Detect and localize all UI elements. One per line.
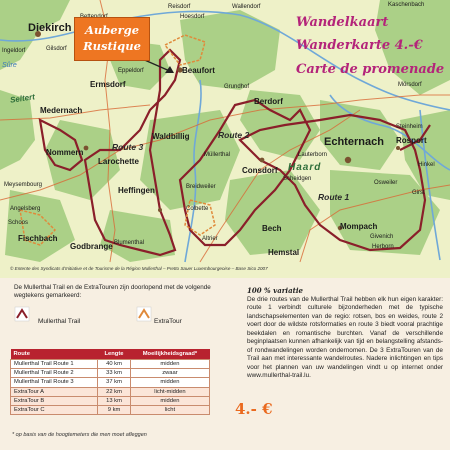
table-row (11, 369, 210, 378)
place-colbette: Colbette (186, 206, 209, 212)
table-cell: ExtraTour B (11, 396, 98, 405)
table-header: Lengte (98, 349, 131, 360)
extratour-marker-icon (136, 306, 152, 322)
place-schoos: Schoos (8, 220, 29, 226)
map-credit: © Entente des Syndicats d'Initiative et de Tourisme de la Région Mullerthal – Pretto Sauer Luxembourgeoise – Base Sico 2007 (10, 266, 268, 271)
table-cell: midden (130, 396, 209, 405)
place-meysembourg: Meysembourg (4, 182, 43, 188)
place-fischbach: Fischbach (18, 234, 58, 243)
place-rosport: Rosport (396, 136, 427, 145)
place-angelsberg: Angelsberg (10, 206, 41, 212)
table-cell: midden (130, 378, 209, 387)
legend-extra: ExtraTour (154, 318, 182, 325)
place-wallendorf: Wallendorf (232, 4, 261, 10)
route-label-1: Route 1 (318, 192, 350, 202)
table-cell: ExtraTour C (11, 405, 98, 414)
place-mompach: Mompach (340, 222, 378, 231)
table-row (11, 378, 210, 387)
place-mullerthal: Müllerthal (204, 152, 231, 158)
table-cell: 37 km (98, 378, 131, 387)
place-kaschenbach: Kaschenbach (388, 2, 425, 8)
place-gilsdorf: Gilsdorf (46, 46, 67, 52)
place-ermsdorf: Ermsdorf (90, 80, 126, 89)
area-seltert: Seltert (9, 92, 36, 105)
table-row (11, 387, 210, 396)
table-cell: ExtraTour A (11, 387, 98, 396)
place-grundhof: Grundhof (224, 84, 250, 90)
title-line-2: Wanderkarte 4.-€ (296, 38, 423, 53)
place-godbrange: Godbrange (70, 242, 113, 251)
place-medernach: Medernach (40, 106, 83, 115)
river-sure: Sûre (2, 62, 17, 69)
place-blumenthal: Blumenthal (114, 240, 145, 246)
price-label: 4.- € (235, 400, 273, 418)
place-reisdorf: Reisdorf (168, 4, 191, 10)
table-cell: licht-midden (130, 387, 209, 396)
place-ingeldorf: Ingeldorf (2, 48, 26, 54)
place-bech: Bech (262, 224, 282, 233)
variatie-text: De drie routes van de Mullerthal Trail hebben elk hun eigen karakter: route 1 verbindt culturele bijzonderheden met de typische landschapselementen van de regio: rotsen, bos en weides, route 2 voert door de wildste rotsformaties en route 3 biedt vooral prachtige beekdalen en romantische burchten. Vanaf de verschillende beginplaatsen kunnen afhankelijk van tijd en belangstelling afstands- of rondwandelingen worden ondernomen. De 3 ExtraTouren van de Trail aan met interessante wandelroutes. Nadere inlichtingen en tips voor het plannen van uw wandelingen vindt u op internet onder www.mullerthal-trail.lu. (247, 296, 443, 380)
table-header: Route (11, 349, 98, 360)
route-table (10, 349, 210, 415)
place-breidweiler: Breidweiler (186, 184, 216, 190)
variatie-title: 100 % variatie (247, 286, 303, 295)
table-header: Moeilijkheidsgraad* (130, 349, 209, 360)
table-row (11, 396, 210, 405)
place-hemstal: Hemstal (268, 248, 300, 257)
place-moersdorf: Mörsdorf (398, 82, 422, 88)
place-osweiler: Osweiler (374, 180, 398, 186)
place-scheidgen: Scheidgen (283, 176, 312, 182)
place-heffingen: Heffingen (118, 186, 155, 195)
table-cell: 9 km (98, 405, 131, 414)
route-label-2: Route 2 (218, 130, 250, 140)
table-header-row (11, 349, 210, 360)
place-waldbillig: Waldbillig (152, 132, 190, 141)
place-larochette: Larochette (98, 157, 139, 166)
table-cell: midden (130, 360, 209, 369)
place-hinkel: Hinkel (418, 162, 435, 168)
place-echternach: Echternach (324, 136, 384, 148)
table-cell: Mullerthal Trail Route 2 (11, 369, 98, 378)
title-line-3: Carte de promenade (296, 62, 445, 77)
place-givenich: Givenich (370, 234, 394, 240)
place-steinheim: Steinheim (396, 124, 423, 130)
legend-trail: Mullerthal Trail (38, 318, 81, 325)
table-cell: zwaar (130, 369, 209, 378)
table-cell: 13 km (98, 396, 131, 405)
table-cell: 22 km (98, 387, 131, 396)
table-row (11, 360, 210, 369)
title-line-1: Wandelkaart (296, 15, 389, 30)
place-girst: Girst (412, 190, 425, 196)
place-lauterborn: Lauterborn (298, 152, 328, 158)
place-altrier: Altrier (202, 236, 218, 242)
place-nommern: Nommern (46, 148, 84, 157)
table-cell: Mullerthal Trail Route 3 (11, 378, 98, 387)
place-berdorf: Berdorf (254, 97, 283, 106)
place-eppeldorf: Eppeldorf (118, 68, 144, 74)
table-cell: licht (130, 405, 209, 414)
auberge-callout: Auberge Rustique (74, 17, 150, 61)
table-cell: 33 km (98, 369, 131, 378)
intro-text: De Mullerthal Trail en de ExtraTouren zijn doorlopend met de volgende wegtekens gemarkeerd: (14, 284, 211, 300)
place-diekirch: Diekirch (28, 22, 72, 34)
trail-marker-icon (14, 306, 30, 322)
place-consdorf: Consdorf (242, 166, 278, 175)
area-haard: Haard (288, 162, 322, 173)
place-hoesdorf: Hoesdorf (180, 14, 205, 20)
place-herborn: Herborn (372, 244, 394, 250)
table-cell: 40 km (98, 360, 131, 369)
table-footnote: * op basis van de hoogtemeters die men moet afleggen (12, 432, 147, 438)
table-cell: Mullerthal Trail Route 1 (11, 360, 98, 369)
table-row (11, 405, 210, 414)
place-beaufort: Beaufort (182, 66, 215, 75)
route-label-3: Route 3 (112, 142, 144, 152)
